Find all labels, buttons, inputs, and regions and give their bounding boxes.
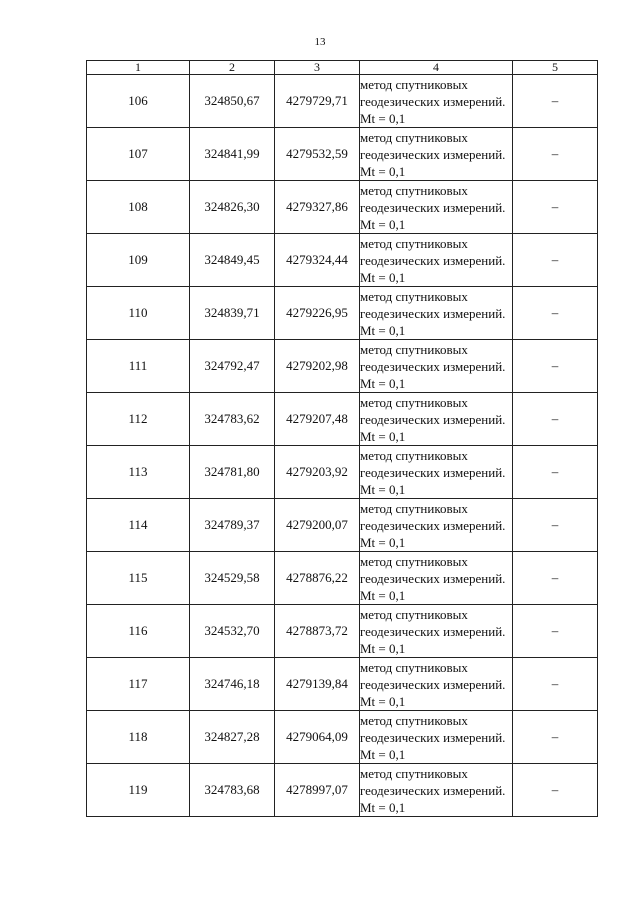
note-cell: –	[513, 446, 598, 499]
y-coordinate-cell: 4279064,09	[275, 711, 360, 764]
point-number-cell: 113	[87, 446, 190, 499]
method-cell: метод спутниковых геодезических измерений. Mt = 0,1	[360, 181, 513, 234]
method-cell: метод спутниковых геодезических измерений. Mt = 0,1	[360, 605, 513, 658]
x-coordinate-cell: 324529,58	[190, 552, 275, 605]
y-coordinate-cell: 4279532,59	[275, 128, 360, 181]
method-cell: метод спутниковых геодезических измерений. Mt = 0,1	[360, 711, 513, 764]
table-row	[87, 75, 598, 128]
y-coordinate-cell: 4279200,07	[275, 499, 360, 552]
point-number-cell: 115	[87, 552, 190, 605]
method-cell: метод спутниковых геодезических измерений. Mt = 0,1	[360, 287, 513, 340]
header-col-4: 4	[360, 61, 513, 75]
point-number-cell: 108	[87, 181, 190, 234]
x-coordinate-cell: 324849,45	[190, 234, 275, 287]
point-number-cell: 106	[87, 75, 190, 128]
note-cell: –	[513, 605, 598, 658]
note-cell: –	[513, 287, 598, 340]
point-number-cell: 112	[87, 393, 190, 446]
y-coordinate-cell: 4278873,72	[275, 605, 360, 658]
note-cell: –	[513, 764, 598, 817]
table-header-row	[87, 61, 598, 75]
point-number-cell: 114	[87, 499, 190, 552]
method-cell: метод спутниковых геодезических измерений. Mt = 0,1	[360, 75, 513, 128]
note-cell: –	[513, 711, 598, 764]
method-cell: метод спутниковых геодезических измерений. Mt = 0,1	[360, 393, 513, 446]
table-row	[87, 711, 598, 764]
x-coordinate-cell: 324789,37	[190, 499, 275, 552]
method-cell: метод спутниковых геодезических измерений. Mt = 0,1	[360, 552, 513, 605]
y-coordinate-cell: 4279207,48	[275, 393, 360, 446]
header-col-5: 5	[513, 61, 598, 75]
table-row	[87, 446, 598, 499]
x-coordinate-cell: 324746,18	[190, 658, 275, 711]
table-row	[87, 393, 598, 446]
x-coordinate-cell: 324792,47	[190, 340, 275, 393]
table-row	[87, 128, 598, 181]
x-coordinate-cell: 324850,67	[190, 75, 275, 128]
y-coordinate-cell: 4279327,86	[275, 181, 360, 234]
y-coordinate-cell: 4279202,98	[275, 340, 360, 393]
table-row	[87, 234, 598, 287]
table-row	[87, 181, 598, 234]
point-number-cell: 110	[87, 287, 190, 340]
table-row	[87, 287, 598, 340]
x-coordinate-cell: 324781,80	[190, 446, 275, 499]
x-coordinate-cell: 324839,71	[190, 287, 275, 340]
y-coordinate-cell: 4279226,95	[275, 287, 360, 340]
table-row	[87, 658, 598, 711]
y-coordinate-cell: 4278876,22	[275, 552, 360, 605]
point-number-cell: 109	[87, 234, 190, 287]
y-coordinate-cell: 4279324,44	[275, 234, 360, 287]
header-col-1: 1	[87, 61, 190, 75]
point-number-cell: 118	[87, 711, 190, 764]
note-cell: –	[513, 658, 598, 711]
x-coordinate-cell: 324827,28	[190, 711, 275, 764]
method-cell: метод спутниковых геодезических измерений. Mt = 0,1	[360, 764, 513, 817]
method-cell: метод спутниковых геодезических измерений. Mt = 0,1	[360, 446, 513, 499]
point-number-cell: 116	[87, 605, 190, 658]
note-cell: –	[513, 75, 598, 128]
note-cell: –	[513, 552, 598, 605]
method-cell: метод спутниковых геодезических измерений. Mt = 0,1	[360, 499, 513, 552]
method-cell: метод спутниковых геодезических измерений. Mt = 0,1	[360, 128, 513, 181]
x-coordinate-cell: 324783,68	[190, 764, 275, 817]
note-cell: –	[513, 128, 598, 181]
y-coordinate-cell: 4279139,84	[275, 658, 360, 711]
note-cell: –	[513, 234, 598, 287]
y-coordinate-cell: 4279729,71	[275, 75, 360, 128]
header-col-2: 2	[190, 61, 275, 75]
header-col-3: 3	[275, 61, 360, 75]
table-row	[87, 552, 598, 605]
y-coordinate-cell: 4279203,92	[275, 446, 360, 499]
method-cell: метод спутниковых геодезических измерений. Mt = 0,1	[360, 234, 513, 287]
note-cell: –	[513, 181, 598, 234]
point-number-cell: 111	[87, 340, 190, 393]
table-row	[87, 499, 598, 552]
x-coordinate-cell: 324783,62	[190, 393, 275, 446]
method-cell: метод спутниковых геодезических измерений. Mt = 0,1	[360, 340, 513, 393]
coordinates-table	[86, 60, 598, 817]
method-cell: метод спутниковых геодезических измерений. Mt = 0,1	[360, 658, 513, 711]
note-cell: –	[513, 499, 598, 552]
point-number-cell: 107	[87, 128, 190, 181]
note-cell: –	[513, 340, 598, 393]
table-row	[87, 605, 598, 658]
page-number: 13	[314, 36, 326, 48]
point-number-cell: 119	[87, 764, 190, 817]
x-coordinate-cell: 324532,70	[190, 605, 275, 658]
x-coordinate-cell: 324826,30	[190, 181, 275, 234]
x-coordinate-cell: 324841,99	[190, 128, 275, 181]
note-cell: –	[513, 393, 598, 446]
table-row	[87, 340, 598, 393]
table-row	[87, 764, 598, 817]
point-number-cell: 117	[87, 658, 190, 711]
y-coordinate-cell: 4278997,07	[275, 764, 360, 817]
